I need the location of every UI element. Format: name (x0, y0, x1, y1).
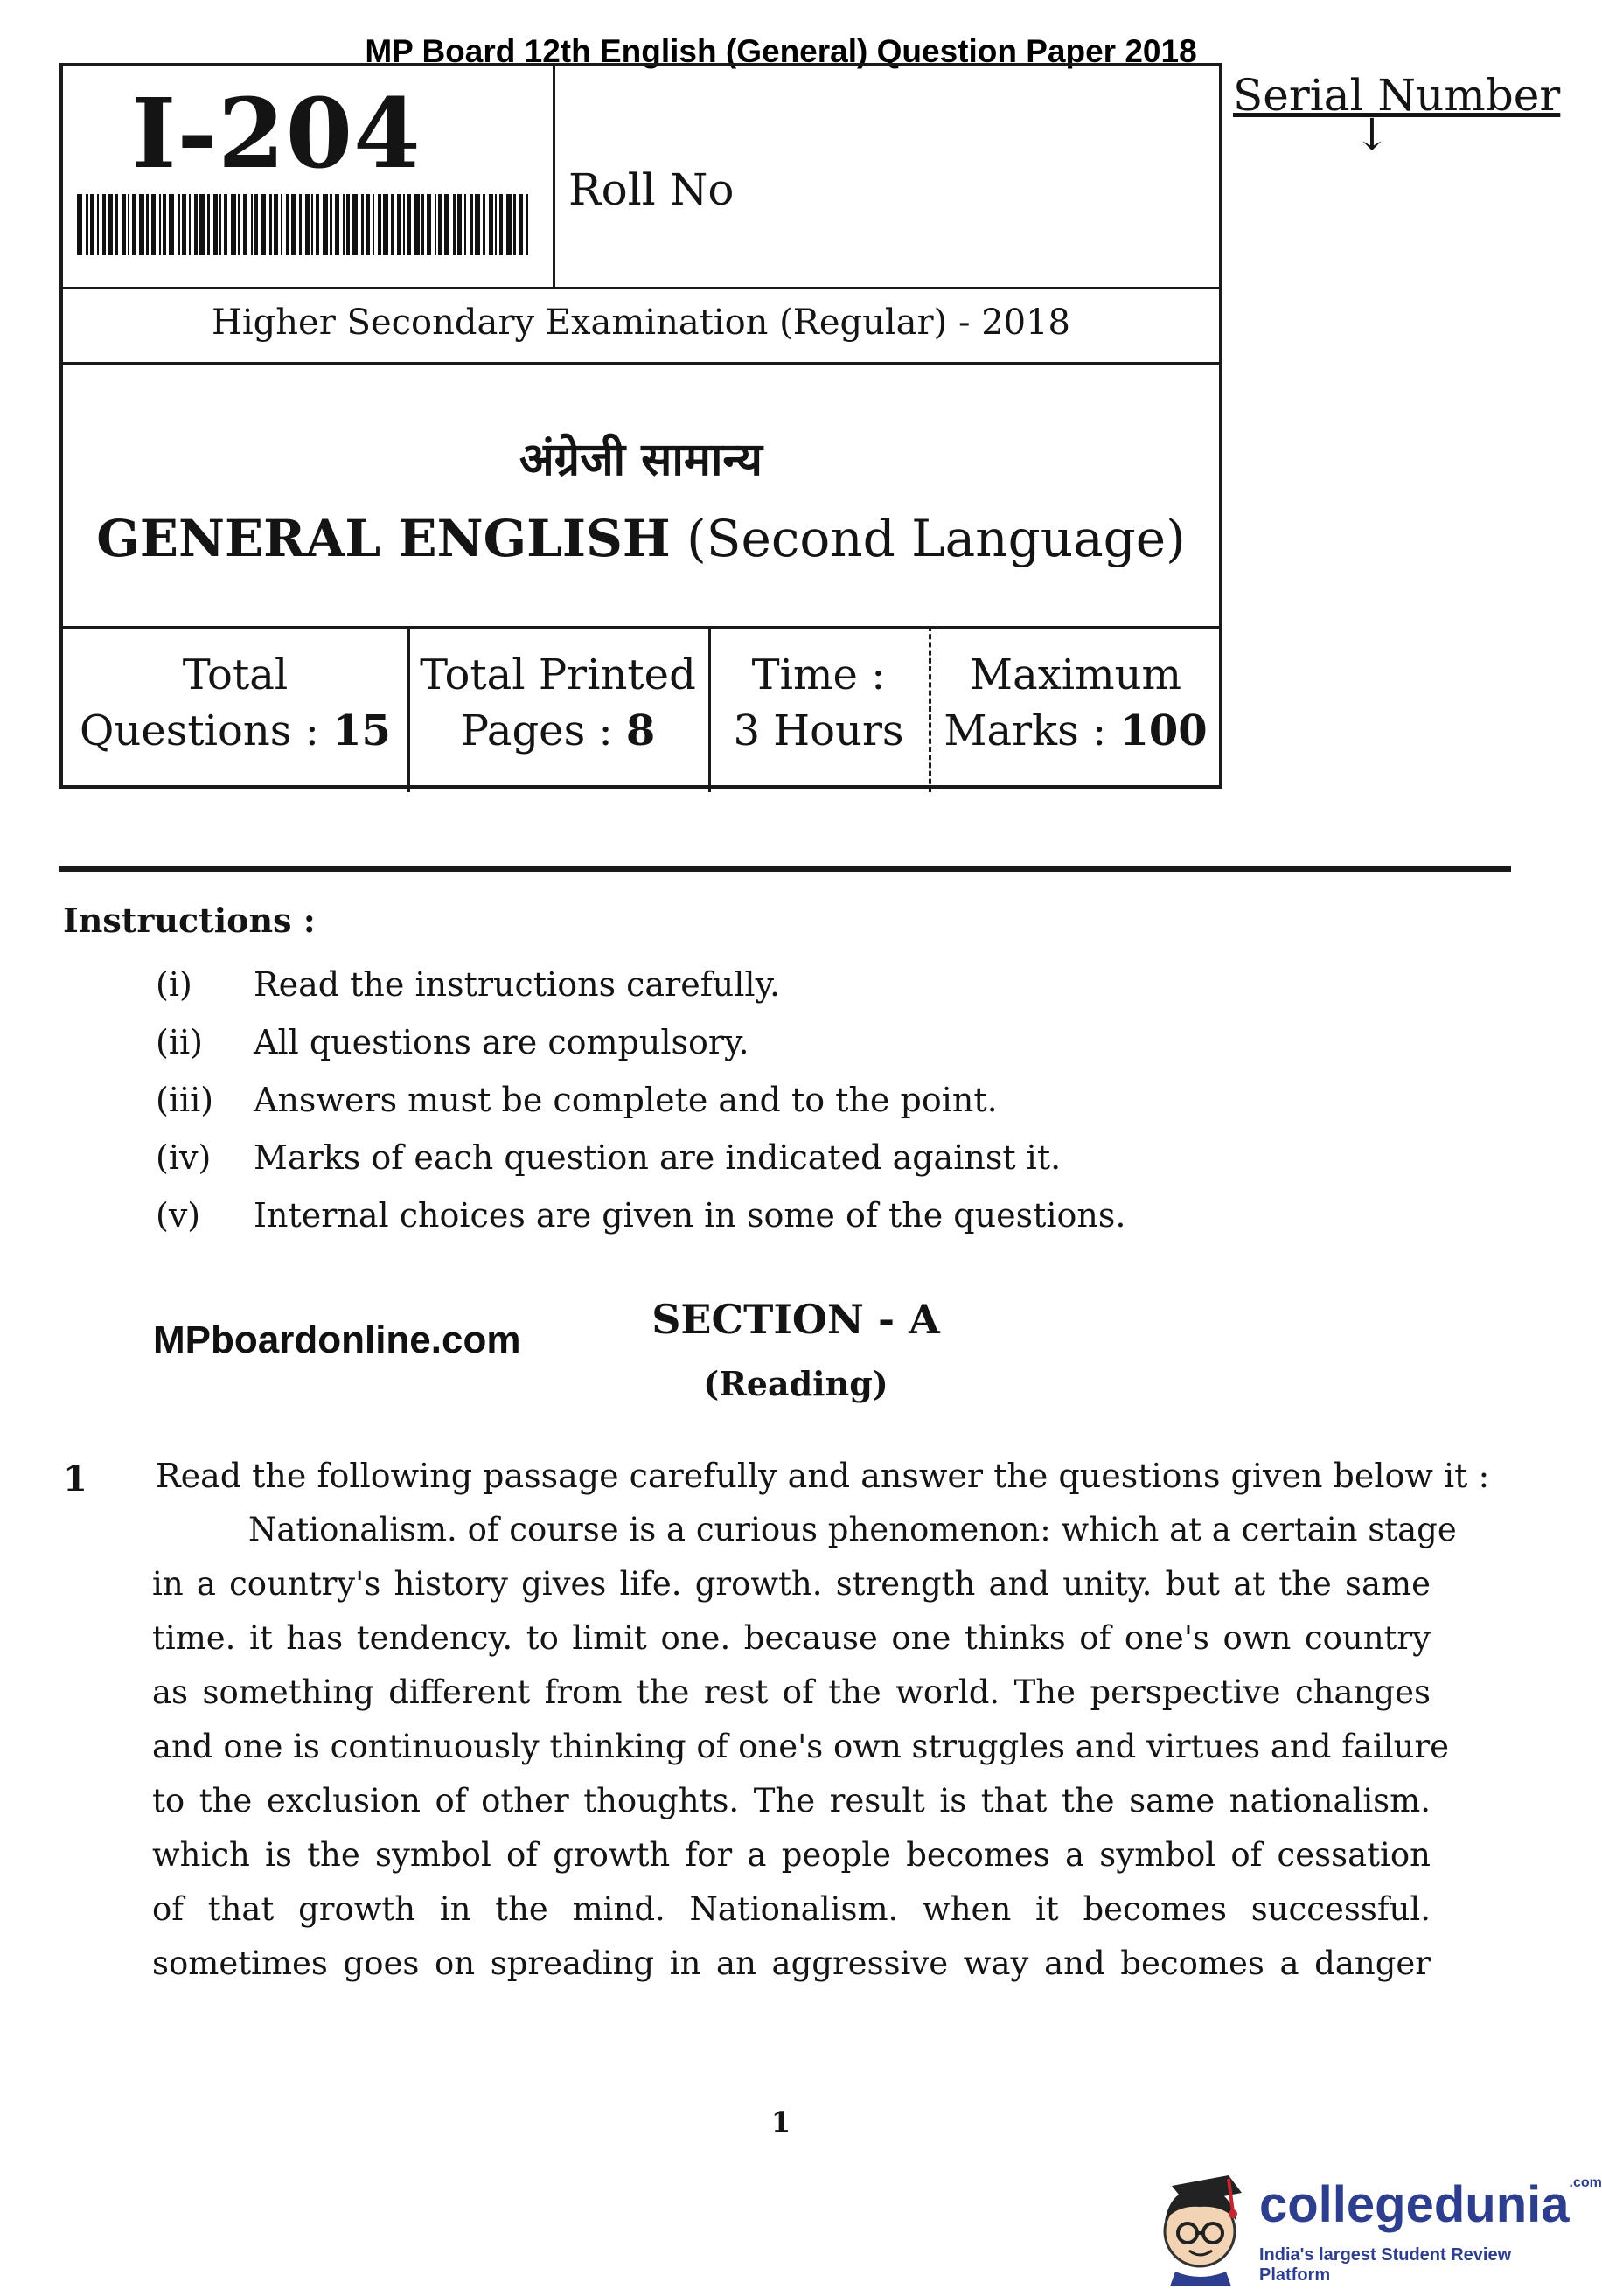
passage-line: as something different from the rest of the world. The perspective changes (152, 1673, 1431, 1711)
question-number: 1 (63, 1458, 87, 1499)
total-pages-line: Pages : 8 (460, 706, 656, 755)
down-arrow-icon: ↓ (1354, 109, 1390, 160)
divider (63, 362, 1219, 365)
question-prompt: Read the following passage carefully and answer the questions given below it : (156, 1457, 1490, 1495)
section-title: SECTION - A (651, 1296, 940, 1343)
passage-line: in a country's history gives life. growth. strength and unity. but at the same (152, 1565, 1431, 1603)
collegedunia-tagline: India's largest Student Review Platform (1259, 2245, 1512, 2285)
horizontal-rule (59, 866, 1511, 872)
max-marks-line: Marks : 100 (944, 706, 1208, 755)
max-marks-cell (929, 647, 1222, 759)
website-watermark: MPboardonline.com (153, 1318, 521, 1361)
instructions-heading: Instructions : (63, 901, 316, 940)
roll-no-label: Roll No (568, 164, 735, 215)
passage-line: of that growth in the mind. Nationalism. when it becomes successful. (152, 1890, 1431, 1928)
subject-sub: (Second Language) (686, 509, 1186, 568)
max-marks-label: Maximum (969, 651, 1182, 699)
total-questions-label: Total (182, 651, 289, 699)
subject-title-hindi: अंग्रेजी सामान्य (519, 433, 763, 486)
passage-line: time. it has tendency. to limit one. because one thinks of one's own country (152, 1619, 1431, 1657)
barcode-image (77, 194, 532, 255)
paper-code: I-204 (131, 77, 421, 190)
section-subtitle: (Reading) (703, 1364, 888, 1403)
total-pages-label: Total Printed (420, 651, 696, 699)
passage-line: and one is continuously thinking of one's own struggles and virtues and failure (152, 1728, 1450, 1765)
total-pages-cell (407, 647, 708, 759)
instruction-item: (v) Internal choices are given in some of the questions. (156, 1196, 1126, 1235)
instruction-item: (ii) All questions are compulsory. (156, 1023, 749, 1061)
time-label: Time : (751, 651, 886, 699)
subject-title-english (59, 509, 1222, 568)
max-marks-value: 100 (1119, 706, 1208, 755)
divider (553, 66, 555, 287)
passage-line: to the exclusion of other thoughts. The result is that the same nationalism. (152, 1782, 1431, 1819)
time-cell (708, 647, 929, 759)
mascot-logo-icon (1146, 2160, 1255, 2286)
passage-line: Nationalism. of course is a curious phenomenon: which at a certain stage (248, 1511, 1457, 1548)
instruction-item: (iv) Marks of each question are indicated against it. (156, 1138, 1062, 1177)
instruction-item: (iii) Answers must be complete and to the point. (156, 1081, 998, 1119)
instruction-item: (i) Read the instructions carefully. (156, 965, 781, 1004)
subject-main: GENERAL ENGLISH (96, 509, 671, 568)
page-number: 1 (770, 2105, 791, 2139)
page-header: MP Board 12th English (General) Question Paper 2018 (365, 33, 1197, 69)
divider (63, 287, 1219, 289)
exam-name: Higher Secondary Examination (Regular) - 2018 (212, 303, 1070, 343)
passage-line: which is the symbol of growth for a people becomes a symbol of cessation (152, 1836, 1431, 1874)
time-value: 3 Hours (733, 706, 904, 755)
serial-number-label: Serial Number (1233, 70, 1561, 121)
divider (63, 626, 1219, 629)
total-questions-value: 15 (332, 706, 391, 755)
total-questions-cell (63, 647, 407, 759)
passage-line: sometimes goes on spreading in an aggressive way and becomes a danger (152, 1945, 1431, 1982)
collegedunia-logo: collegedunia$^{.com}$ (1259, 2175, 1602, 2233)
total-questions-line: Questions : 15 (80, 706, 391, 755)
total-pages-value: 8 (625, 706, 656, 755)
